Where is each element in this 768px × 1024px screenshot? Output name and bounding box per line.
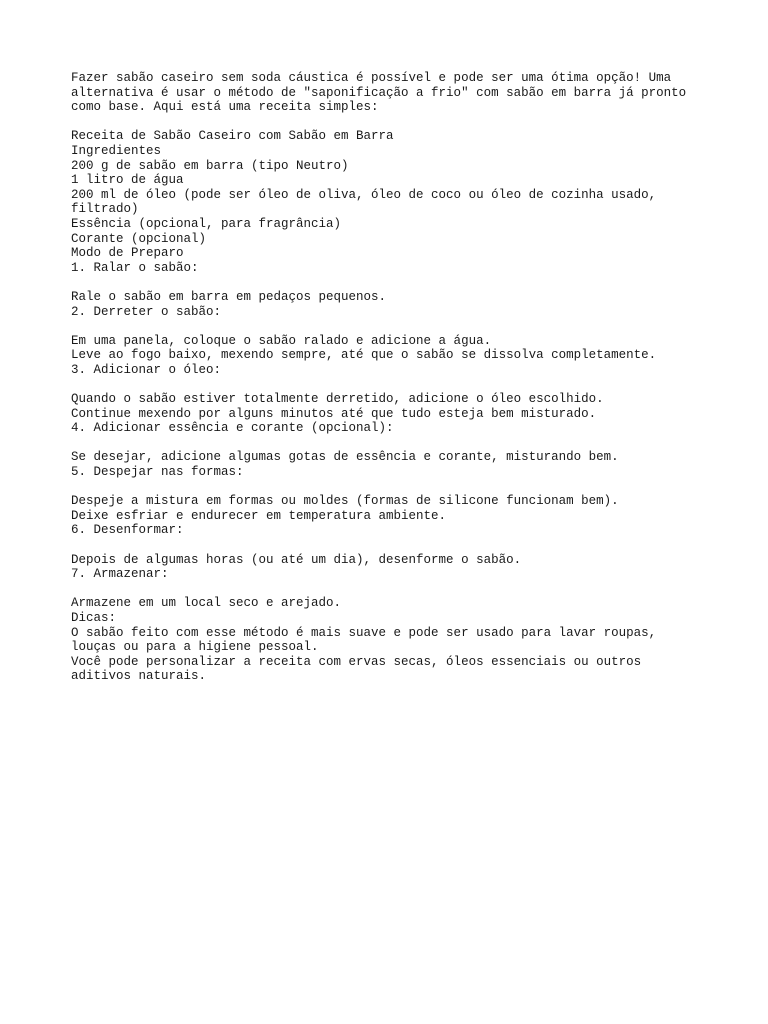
blank-line: [71, 319, 711, 334]
ingredient-item: 200 ml de óleo (pode ser óleo de oliva, óleo de coco ou óleo de cozinha usado,: [71, 187, 657, 202]
ingredient-item: Essência (opcional, para fragrância): [71, 216, 342, 231]
blank-line: [71, 377, 711, 392]
step-text: Armazene em um local seco e arejado.: [71, 596, 342, 611]
step-text: Deixe esfriar e endurecer em temperatura ambiente.: [71, 508, 447, 523]
ingredient-item: filtrado): [71, 202, 139, 217]
step-title: 4. Adicionar essência e corante (opcional):: [71, 421, 394, 436]
step-text: Se desejar, adicione algumas gotas de essência e corante, misturando bem.: [71, 450, 619, 465]
blank-line: [71, 538, 711, 553]
tips-heading: Dicas:: [71, 610, 117, 625]
intro-line: Fazer sabão caseiro sem soda cáustica é possível e pode ser uma ótima opção! Uma: [71, 71, 672, 85]
ingredient-item: 200 g de sabão em barra (tipo Neutro): [71, 158, 349, 173]
method-heading: Modo de Preparo: [71, 246, 184, 261]
intro-line: alternativa é usar o método de "saponificação a frio" com sabão em barra já pronto: [71, 85, 687, 100]
step-text: Continue mexendo por alguns minutos até que tudo esteja bem misturado.: [71, 406, 597, 421]
ingredient-item: 1 litro de água: [71, 173, 184, 188]
ingredient-item: Corante (opcional): [71, 231, 207, 246]
tip-text: aditivos naturais.: [71, 669, 207, 684]
document-page: [71, 71, 711, 684]
recipe-title: Receita de Sabão Caseiro com Sabão em Barra: [71, 129, 394, 144]
intro-paragraph: [71, 71, 711, 115]
step-title: 1. Ralar o sabão:: [71, 260, 199, 275]
step-text: Leve ao fogo baixo, mexendo sempre, até que o sabão se dissolva completamente.: [71, 348, 657, 363]
step-title: 2. Derreter o sabão:: [71, 304, 222, 319]
blank-line: [71, 436, 711, 451]
intro-line: como base. Aqui está uma receita simples:: [71, 100, 379, 115]
recipe-section: [71, 129, 711, 684]
step-text: Em uma panela, coloque o sabão ralado e adicione a água.: [71, 333, 492, 348]
tip-text: Você pode personalizar a receita com ervas secas, óleos essenciais ou outros: [71, 654, 642, 669]
blank-line: [71, 275, 711, 290]
ingredients-heading: Ingredientes: [71, 143, 162, 158]
step-title: 7. Armazenar:: [71, 567, 169, 582]
blank-line: [71, 582, 711, 597]
blank-line: [71, 480, 711, 495]
step-text: Quando o sabão estiver totalmente derretido, adicione o óleo escolhido.: [71, 392, 604, 407]
blank-line: [71, 115, 711, 130]
step-title: 6. Desenformar:: [71, 523, 184, 538]
step-title: 5. Despejar nas formas:: [71, 465, 244, 480]
tip-text: louças ou para a higiene pessoal.: [71, 640, 319, 655]
step-title: 3. Adicionar o óleo:: [71, 362, 222, 377]
step-text: Rale o sabão em barra em pedaços pequenos.: [71, 289, 387, 304]
step-text: Despeje a mistura em formas ou moldes (formas de silicone funcionam bem).: [71, 494, 619, 509]
tip-text: O sabão feito com esse método é mais suave e pode ser usado para lavar roupas,: [71, 625, 657, 640]
step-text: Depois de algumas horas (ou até um dia), desenforme o sabão.: [71, 552, 522, 567]
